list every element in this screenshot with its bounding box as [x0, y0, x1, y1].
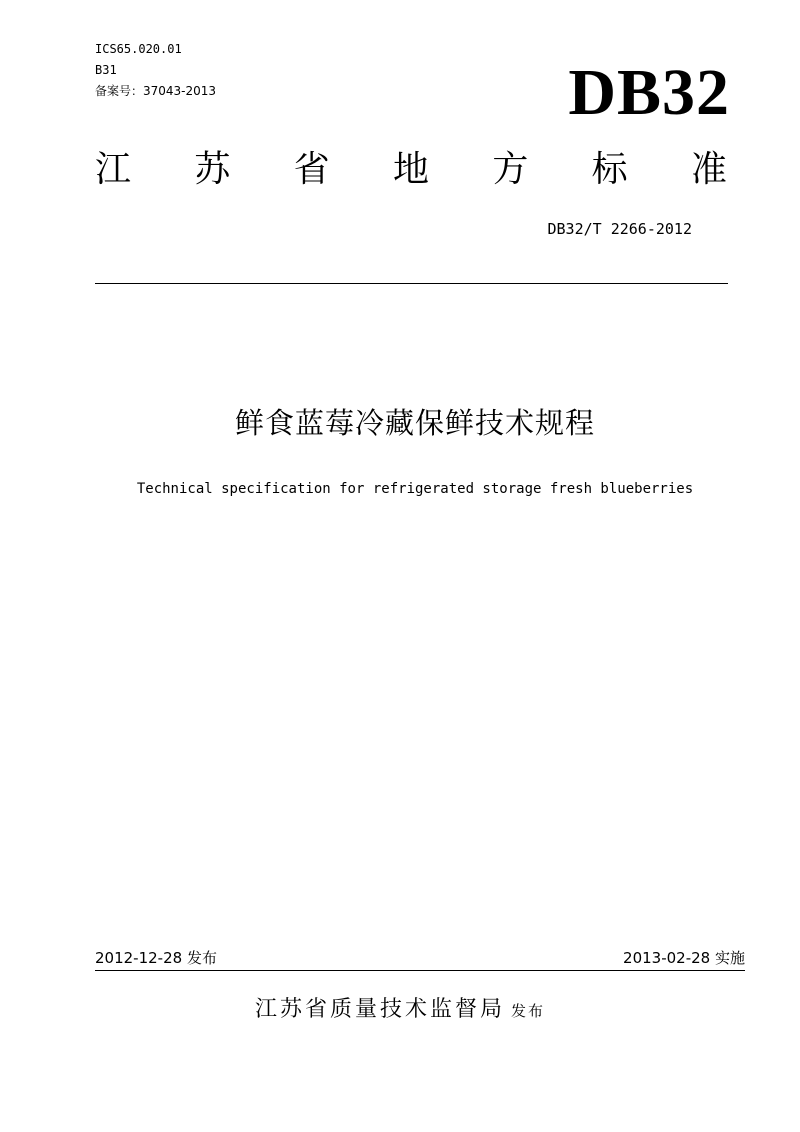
classification-code: B31: [95, 63, 117, 77]
top-divider: [95, 283, 728, 284]
standard-type-char: 省: [293, 149, 330, 190]
standard-type-char: 苏: [194, 149, 231, 190]
record-number: 备案号：37043-2013: [95, 84, 217, 98]
bottom-divider: [95, 970, 745, 971]
db-logo: DB32: [568, 56, 730, 129]
standard-type-char: 地: [392, 149, 429, 190]
standard-type-char: 准: [690, 149, 727, 190]
document-title: 鲜食蓝莓冷藏保鲜技术规程: [234, 406, 595, 440]
implementation-date: 2013-02-28 实施: [623, 949, 745, 967]
document-subtitle: Technical specification for refrigerated storage fresh blueberries: [136, 481, 694, 497]
standard-type-char: 方: [492, 149, 529, 190]
standard-number: DB32/T 2266-2012: [547, 220, 692, 238]
issuer-suffix: 发布: [511, 1002, 546, 1020]
standard-type-char: 江: [95, 149, 132, 190]
ics-code: ICS65.020.01: [95, 42, 182, 56]
issuer-line: [0, 992, 800, 1023]
standard-type-char: 标: [591, 149, 628, 190]
issuer-name: 江苏省质量技术监督局: [254, 997, 505, 1022]
issue-date: 2012-12-28 发布: [95, 949, 217, 967]
standard-type-title: [95, 148, 727, 192]
